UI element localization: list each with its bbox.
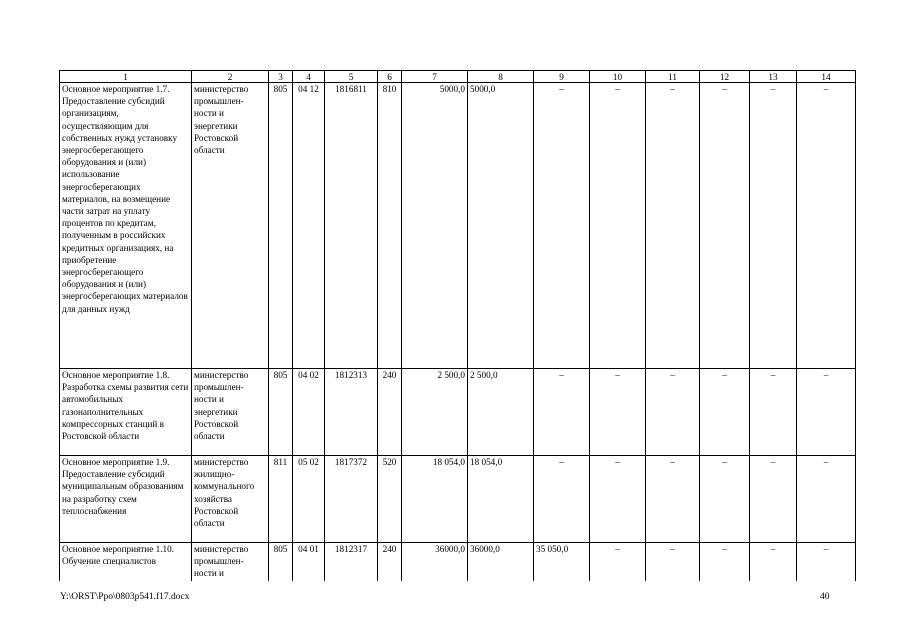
cell-csr: 1816811 — [325, 83, 378, 369]
responsible-executor: министерство промышлен-ности и энергетики Ростовской области — [192, 369, 269, 456]
cell-year: – — [750, 456, 797, 543]
cell-year: – — [700, 543, 750, 581]
table-row — [60, 456, 856, 543]
cell-total: 18 054,0 — [402, 456, 468, 543]
cell-csr: 1812313 — [325, 369, 378, 456]
cell-year: – — [646, 369, 700, 456]
cell-year: – — [700, 369, 750, 456]
cell-year: 36000,0 — [468, 543, 534, 581]
cell-year: – — [534, 83, 590, 369]
cell-total: 2 500,0 — [402, 369, 468, 456]
activity-description: Основное мероприятие 1.10. Обучение специалистов — [60, 543, 192, 581]
cell-year: 5000,0 — [468, 83, 534, 369]
cell-grbs: 805 — [269, 543, 293, 581]
cell-vr: 520 — [378, 456, 402, 543]
cell-year: 35 050,0 — [534, 543, 590, 581]
column-header: 11 — [646, 71, 700, 83]
cell-total: 5000,0 — [402, 83, 468, 369]
cell-year: – — [750, 369, 797, 456]
page-number: 40 — [820, 592, 830, 602]
cell-year: – — [750, 543, 797, 581]
cell-year: – — [797, 369, 856, 456]
column-header: 4 — [293, 71, 325, 83]
cell-year: 2 500,0 — [468, 369, 534, 456]
cell-grbs: 811 — [269, 456, 293, 543]
column-header: 8 — [468, 71, 534, 83]
cell-year: – — [590, 83, 646, 369]
table-row — [60, 369, 856, 456]
cell-rzpr: 04 12 — [293, 83, 325, 369]
cell-year: – — [646, 456, 700, 543]
responsible-executor: министерство промышлен-ности и — [192, 543, 269, 581]
column-header: 5 — [325, 71, 378, 83]
cell-csr: 1812317 — [325, 543, 378, 581]
cell-year: – — [646, 543, 700, 581]
cell-year: – — [534, 369, 590, 456]
activity-description: Основное мероприятие 1.7. Предоставление субсидий организациям, осуществляющим для собственных нужд установку энергосберегающего оборудования и (или) использование энергосберегающих материалов, на возмещение части затрат на уплату процентов по кредитам, полученным в российских кредитных организациях, на приобретение энергосберегающего оборудования и (или) энергосберегающих материалов для данных нужд — [60, 83, 192, 369]
cell-vr: 240 — [378, 543, 402, 581]
responsible-executor: министерство жилищно-коммунального хозяйства Ростовской области — [192, 456, 269, 543]
column-header: 13 — [750, 71, 797, 83]
cell-year: – — [590, 543, 646, 581]
file-path: Y:\ORST\Ppo\0803p541.f17.docx — [60, 592, 190, 602]
cell-year: – — [797, 456, 856, 543]
column-header: 10 — [590, 71, 646, 83]
table-row — [60, 83, 856, 369]
column-header: 7 — [402, 71, 468, 83]
cell-year: – — [797, 543, 856, 581]
budget-table — [59, 70, 856, 581]
cell-rzpr: 05 02 — [293, 456, 325, 543]
cell-year: – — [700, 83, 750, 369]
cell-rzpr: 04 02 — [293, 369, 325, 456]
cell-year: – — [590, 369, 646, 456]
cell-rzpr: 04 01 — [293, 543, 325, 581]
cell-vr: 240 — [378, 369, 402, 456]
table-row — [60, 543, 856, 581]
cell-year: – — [534, 456, 590, 543]
cell-year: – — [750, 83, 797, 369]
column-header: 14 — [797, 71, 856, 83]
cell-vr: 810 — [378, 83, 402, 369]
responsible-executor: министерство промышлен-ности и энергетики Ростовской области — [192, 83, 269, 369]
column-header: 3 — [269, 71, 293, 83]
activity-description: Основное мероприятие 1.8. Разработка схемы развития сети автомобильных газонаполнительных компрессорных станций в Ростовской области — [60, 369, 192, 456]
cell-year: – — [590, 456, 646, 543]
cell-year: – — [646, 83, 700, 369]
activity-description: Основное мероприятие 1.9. Предоставление субсидий муниципальным образованиям на разработку схем теплоснабжения — [60, 456, 192, 543]
cell-csr: 1817372 — [325, 456, 378, 543]
column-header: 6 — [378, 71, 402, 83]
cell-year: 18 054,0 — [468, 456, 534, 543]
column-header: 1 — [60, 71, 192, 83]
cell-year: – — [700, 456, 750, 543]
cell-total: 36000,0 — [402, 543, 468, 581]
cell-year: – — [797, 83, 856, 369]
column-header: 12 — [700, 71, 750, 83]
column-number-row — [60, 71, 856, 83]
column-header: 9 — [534, 71, 590, 83]
cell-grbs: 805 — [269, 369, 293, 456]
column-header: 2 — [192, 71, 269, 83]
cell-grbs: 805 — [269, 83, 293, 369]
